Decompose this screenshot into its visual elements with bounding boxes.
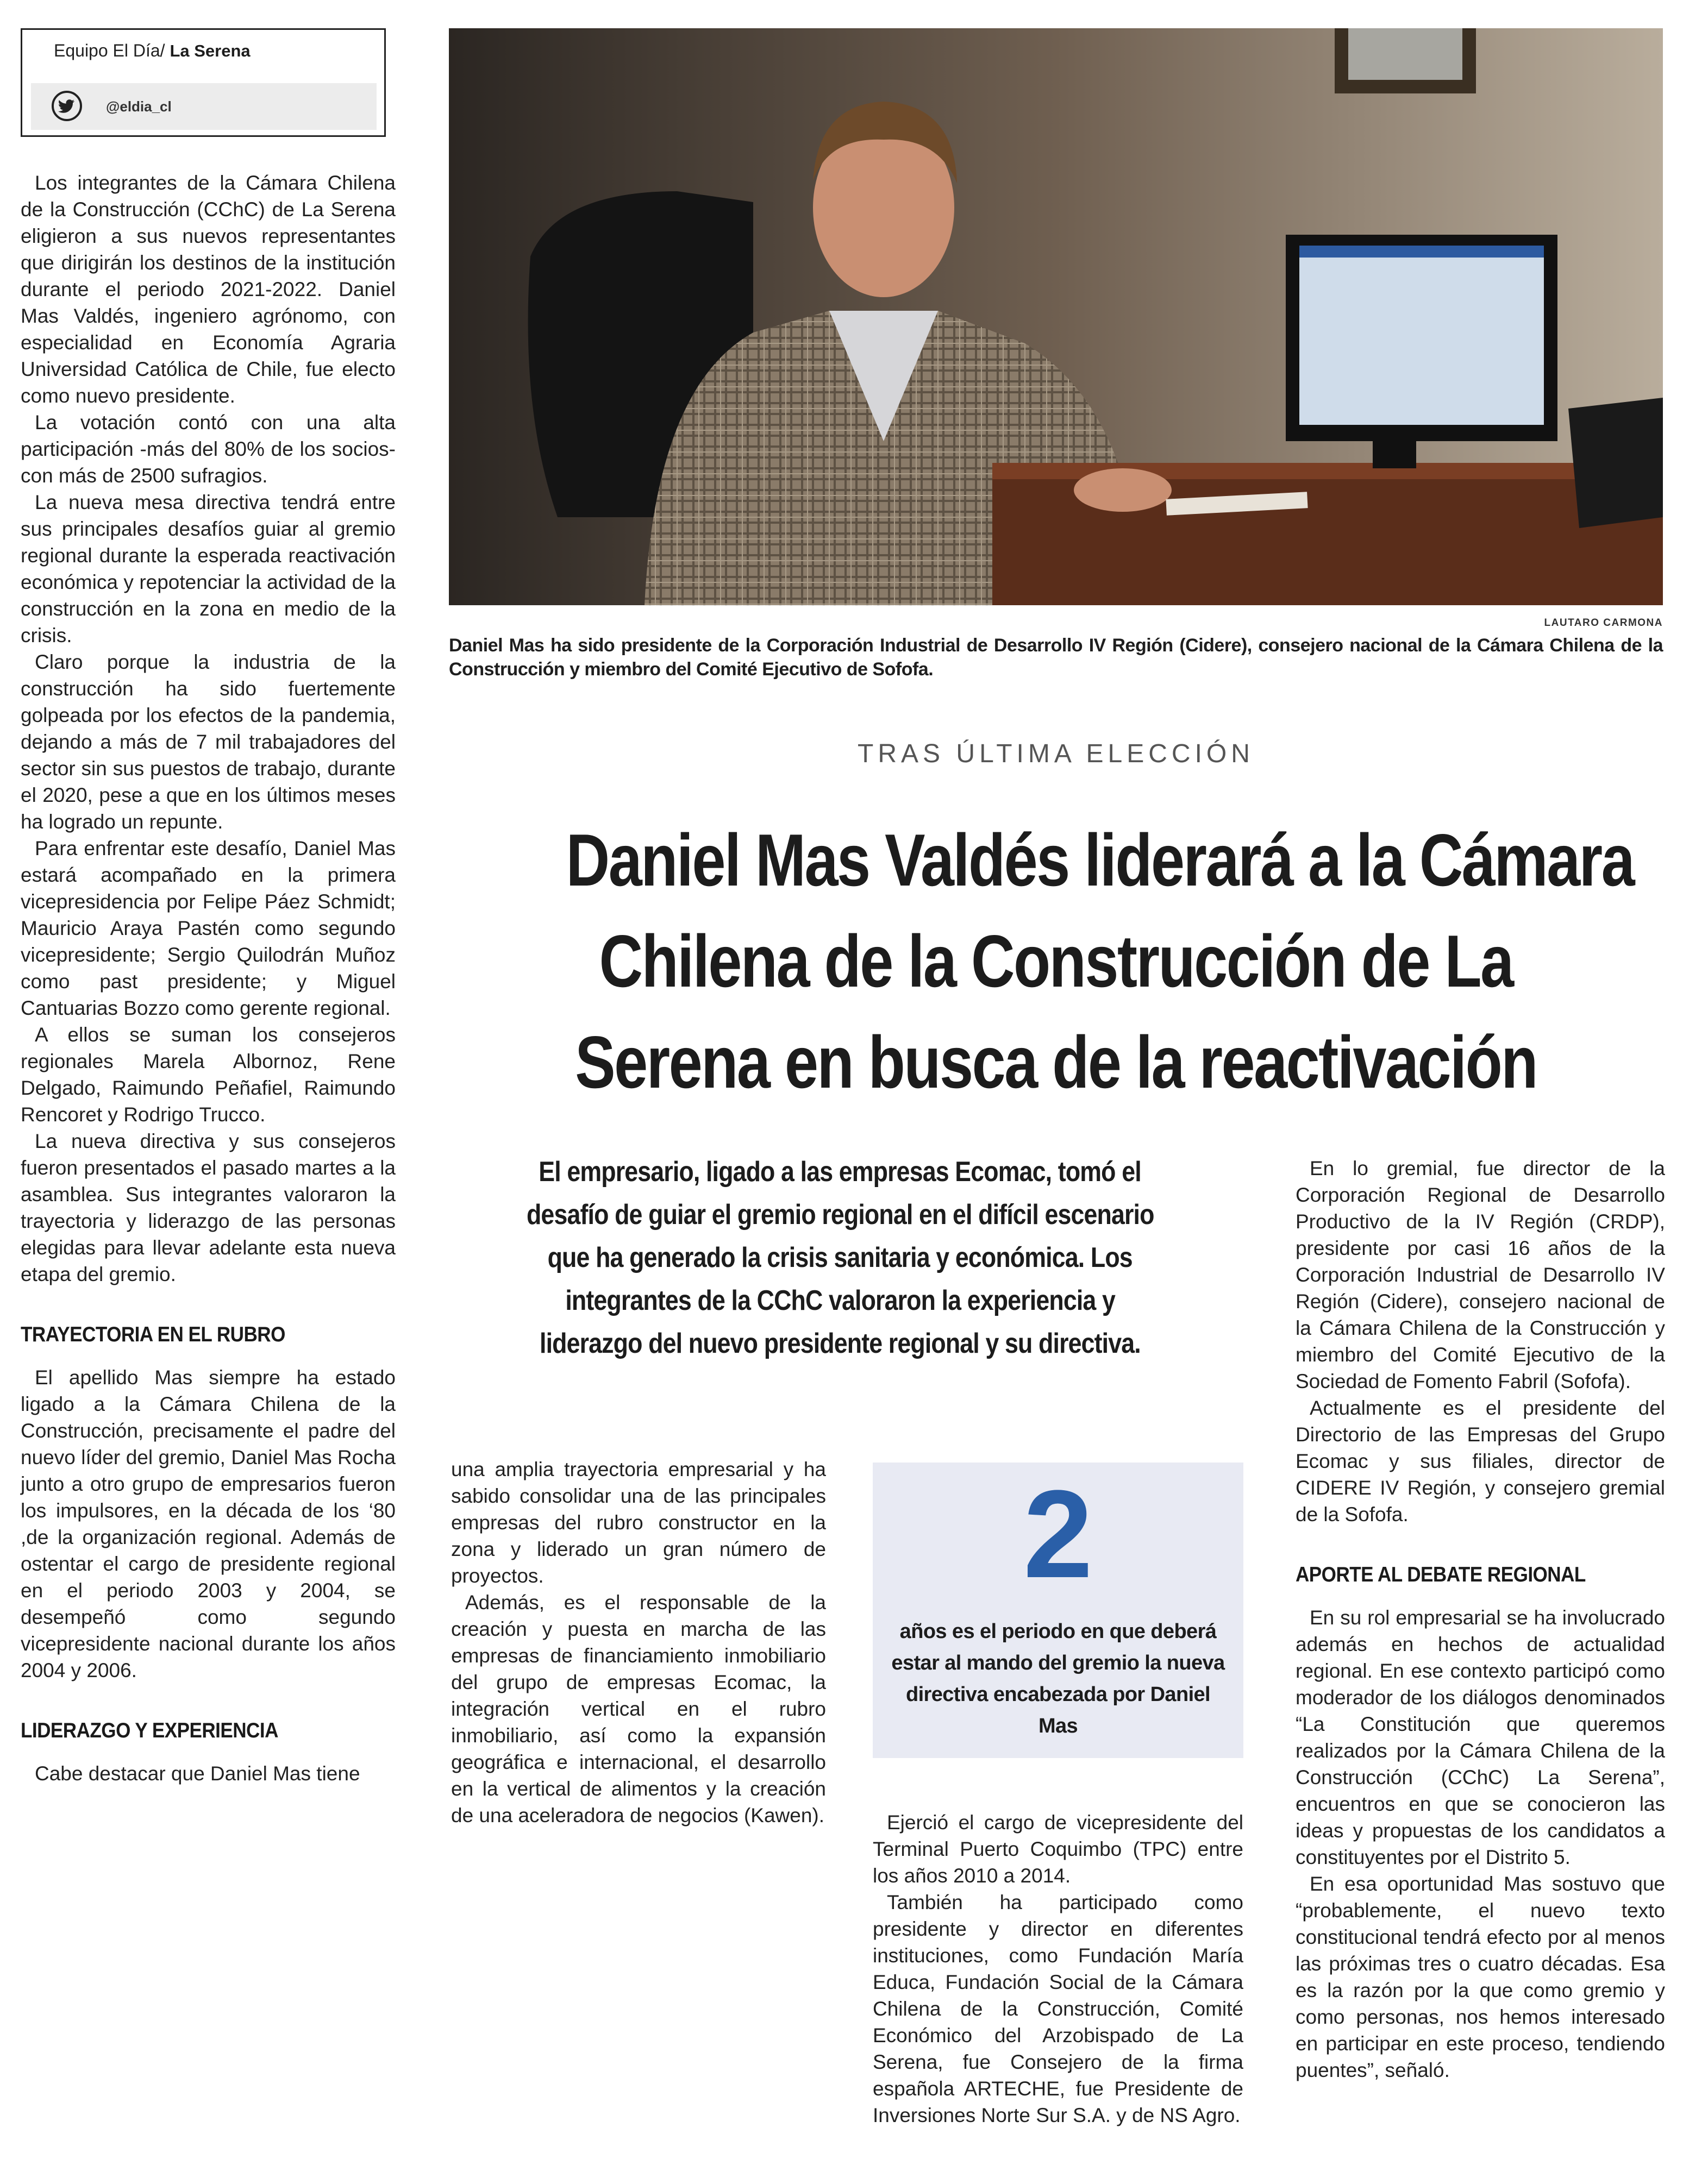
photo-caption: Daniel Mas ha sido presidente de la Corporación Industrial de Desarrollo IV Región (Cidere), consejero nacional de la Cámara Chilena de la Construcción y miembro del Comité Ejecutivo de Sofofa. <box>449 635 1663 680</box>
lead-line: integrantes de la CChC valoraron la experiencia y <box>565 1285 1115 1316</box>
paragraph: En su rol empresarial se ha involucrado además en hechos de actualidad regional. En ese contexto participó como moderador de los diálogos denominados “La Constitución que queremos realizados por la Cámara Chilena de la Construcción (CChC) La Serena”, encuentros en que se conocieron las ideas y propuestas de los candidatos a constituyentes por el Distrito 5. <box>1296 1606 1665 1868</box>
twitter-icon <box>52 91 82 121</box>
paragraph: El apellido Mas siempre ha estado ligado a la Cámara Chilena de la Construcción, precisamente el padre del nuevo líder del gremio, Daniel Mas Rocha junto a otro grupo de empresarios fueron los impulsores, en la década de los ‘80 ,de la organización regional. Además de ostentar el cargo de presidente regional en el periodo 2003 y 2004, se desempeñó como segundo vicepresidente nacional durante los años 2004 y 2006. <box>21 1366 396 1681</box>
column-2 <box>451 1456 826 1829</box>
lead-paragraph <box>449 1151 1231 1365</box>
paragraph: La votación contó con una alta participación -más del 80% de los socios- con más de 2500 sufragios. <box>21 411 396 487</box>
paragraph: Cabe destacar que Daniel Mas tiene <box>35 1762 360 1785</box>
paragraph: Claro porque la industria de la construcción ha sido fuertemente golpeada por los efectos de la pandemia, dejando a más de 7 mil trabajadores del sector sin sus puestos de trabajo, durante el 2020, pese a que en los últimos meses ha logrado un repunte. <box>21 651 396 833</box>
byline-team: Equipo El Día/ <box>54 41 165 60</box>
paragraph: Los integrantes de la Cámara Chilena de la Construcción (CChC) de La Serena eligieron a sus nuevos representantes que dirigirán los destinos de la institución durante el periodo 2021-2022. Daniel Mas Valdés, ingeniero agrónomo, con especialidad en Economía Agraria Universidad Católica de Chile, fue electo como nuevo presidente. <box>21 172 396 407</box>
column-1 <box>21 170 396 1787</box>
headline-line: Daniel Mas Valdés liderará a la Cámara <box>566 819 1634 901</box>
byline-box <box>21 28 386 137</box>
paragraph: En lo gremial, fue director de la Corporación Regional de Desarrollo Productivo de la IV Región (CRDP), presidente por casi 16 años de la Corporación Industrial de Desarrollo IV Región (Cidere), consejero nacional de la Cámara Chilena de la Construcción y miembro del Comité Ejecutivo de la Sociedad de Fomento Fabril (Sofofa). <box>1296 1157 1665 1392</box>
twitter-handle[interactable]: @eldia_cl <box>106 98 172 115</box>
paragraph: También ha participado como presidente y director en diferentes instituciones, como Fundación María Educa, Fundación Social de la Cámara Chilena de la Construcción, Comité Económico del Arzobispado de La Serena, fue Consejero de la firma española ARTECHE, fue Presidente de Inversiones Norte Sur S.A. y de NS Agro. <box>873 1891 1243 2126</box>
col1-paragraphs <box>21 170 396 1288</box>
subhead-liderazgo: LIDERAZGO Y EXPERIENCIA <box>21 1719 278 1742</box>
headline <box>449 809 1663 1113</box>
subhead-aporte: APORTE AL DEBATE REGIONAL <box>1296 1563 1586 1586</box>
byline-location: La Serena <box>170 41 251 60</box>
paragraph: La nueva directiva y sus consejeros fueron presentados el pasado martes a la asamblea. Sus integrantes valoraron la trayectoria y liderazgo de las personas elegidas para llevar adelante esta nueva etapa del gremio. <box>21 1130 396 1285</box>
stat-text: años es el periodo en que deberá estar al mando del gremio la nueva directiva encabezada por Daniel Mas <box>891 1620 1225 1737</box>
kicker: TRAS ÚLTIMA ELECCIÓN <box>858 739 1254 768</box>
lead-line: que ha generado la crisis sanitaria y económica. Los <box>547 1242 1133 1273</box>
column-4 <box>1296 1155 1665 2083</box>
twitter-bar <box>31 83 377 130</box>
stat-box <box>873 1463 1243 1758</box>
portrait-photo <box>449 28 1663 605</box>
lead-line: liderazgo del nuevo presidente regional y su directiva. <box>540 1328 1141 1359</box>
stat-number: 2 <box>1023 1464 1093 1604</box>
subhead-trayectoria: TRAYECTORIA EN EL RUBRO <box>21 1323 285 1346</box>
column-3 <box>873 1809 1243 2129</box>
paragraph: Ejerció el cargo de vicepresidente del Terminal Puerto Coquimbo (TPC) entre los años 2010 a 2014. <box>873 1811 1243 1887</box>
byline <box>54 41 251 61</box>
lead-line: desafío de guiar el gremio regional en el difícil escenario <box>526 1199 1154 1231</box>
paragraph: Además, es el responsable de la creación y puesta en marcha de las empresas de financiamiento inmobiliario del grupo de empresas Ecomac, la integración vertical en el rubro inmobiliario, así como la expansión geográfica e internacional, el desarrollo en la vertical de alimentos y la creación de una aceleradora de negocios (Kawen). <box>451 1591 826 1827</box>
headline-line: Chilena de la Construcción de La <box>599 920 1513 1002</box>
photo-credit: LAUTARO CARMONA <box>1544 617 1663 629</box>
paragraph: una amplia trayectoria empresarial y ha sabido consolidar una de las principales empresas del rubro constructor en la zona y liderado un gran número de proyectos. <box>451 1458 826 1587</box>
lead-line: El empresario, ligado a las empresas Ecomac, tomó el <box>539 1156 1142 1188</box>
paragraph: Actualmente es el presidente del Directorio de las Empresas del Grupo Ecomac y sus filiales, director de CIDERE IV Región, y consejero gremial de la Sofofa. <box>1296 1397 1665 1526</box>
paragraph: A ellos se suman los consejeros regionales Marela Albornoz, Rene Delgado, Raimundo Peñafiel, Raimundo Rencoret y Rodrigo Trucco. <box>21 1024 396 1126</box>
paragraph: En esa oportunidad Mas sostuvo que “probablemente, el nuevo texto constitucional tendrá efecto por al menos las próximas tres o cuatro décadas. Esa es la razón por la que como gremio y como personas, nos hemos interesado en participar en este proceso, tendiendo puentes”, señaló. <box>1296 1873 1665 2081</box>
paragraph: Para enfrentar este desafío, Daniel Mas estará acompañado en la primera vicepresidencia por Felipe Páez Schmidt; Mauricio Araya Pastén como segundo vicepresidente; Sergio Quilodrán Muñoz como past presidente; y Miguel Cantuarias Bozzo como gerente regional. <box>21 837 396 1019</box>
paragraph: La nueva mesa directiva tendrá entre sus principales desafíos guiar al gremio regional durante la esperada reactivación económica y repotenciar la actividad de la construcción en la zona en medio de la crisis. <box>21 491 396 647</box>
headline-line: Serena en busca de la reactivación <box>575 1021 1537 1103</box>
